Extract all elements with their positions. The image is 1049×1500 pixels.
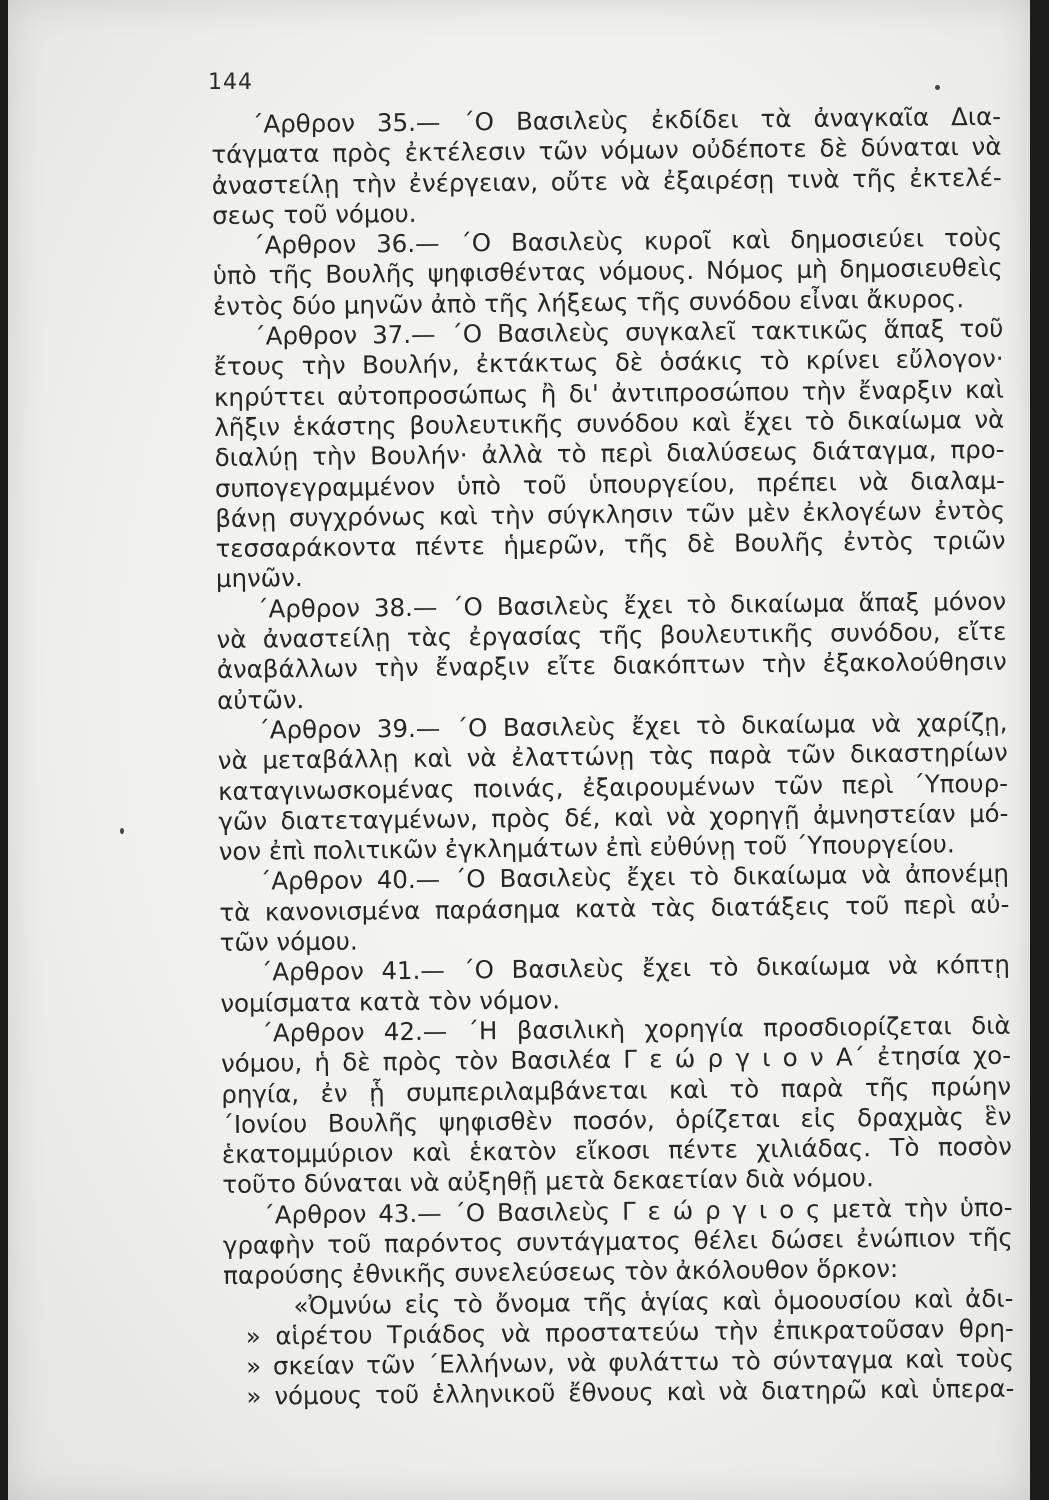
text-line: ἐντὸς δύο μηνῶν ἀπὸ τῆς λήξεως τῆς συνόδου εἶναι ἄκυρος. bbox=[212, 283, 965, 321]
text-line: λῆξιν ἑκάστης βουλευτικῆς συνόδου καὶ ἔχει τὸ δικαίωμα νὰ bbox=[214, 404, 1005, 442]
text-line: τῶν νόμου. bbox=[219, 926, 358, 957]
text-line: » νόμους τοῦ ἑλληνικοῦ ἔθνους καὶ νὰ διατηρῶ καὶ ὑπερα- bbox=[246, 1374, 1015, 1412]
text-line: ἑκατομμύριον καὶ ἑκατὸν εἴκοσι πέντε χιλιάδας. Τὸ ποσὸν bbox=[221, 1131, 1013, 1170]
text-line: » σκείαν τῶν ΄Ελλήνων, νὰ φυλάττω τὸ σύνταγμα καὶ τοὺς bbox=[246, 1343, 1015, 1381]
text-line: ΄Αρθρον 43.— ΄Ο Βασιλεὺς Γ ε ώ ρ γ ι ο ς μετὰ τὴν ὑπο- bbox=[262, 1192, 1013, 1230]
text-line: γραφὴν τοῦ παρόντος συντάγματος θέλει δώσει ἐνώπιον τῆς bbox=[222, 1222, 1013, 1260]
text-line: » αἱρέτου Τριάδος νὰ προστατεύω τὴν ἐπικρατοῦσαν θρη- bbox=[245, 1313, 1014, 1351]
text-line: διαλύῃ τὴν Βουλήν· ἀλλὰ τὸ περὶ διαλύσεως διάταγμα, προ- bbox=[214, 434, 1005, 473]
text-line: «Ὀμνύω εἰς τὸ ὄνομα τῆς ἁγίας καὶ ὁμοουσίου καὶ ἀδι- bbox=[293, 1283, 1014, 1320]
text-line: τὰ κανονισμένα παράσημα κατὰ τὰς διατάξεις τοῦ περὶ αὐ- bbox=[219, 889, 1010, 927]
text-line: ΄Αρθρον 42.— ΄Η βασιλικὴ χορηγία προσδιορίζεται διὰ bbox=[260, 1010, 1011, 1048]
text-line: ὑπὸ τῆς Βουλῆς ψηφισθέντας νόμους. Νόμος μὴ δημοσιευθεὶς bbox=[212, 253, 1003, 291]
text-line: ΄Αρθρον 38.— ΄Ο Βασιλεὺς ἔχει τὸ δικαίωμα ἅπαξ μόνον bbox=[256, 586, 1007, 624]
text-line: νὰ ἀναστείλῃ τὰς ἐργασίας τῆς βουλευτικῆς συνόδου, εἴτε bbox=[216, 616, 1007, 655]
text-line: ἀναβάλλων τὴν ἔναρξιν εἴτε διακόπτων τὴν ἐξακολούθησιν bbox=[216, 647, 1007, 685]
text-line: τάγματα πρὸς ἐκτέλεσιν τῶν νόμων οὐδέποτε δὲ δύναται νὰ bbox=[211, 132, 1002, 170]
text-line: νομίσματα κατὰ τὸν νόμον. bbox=[220, 985, 561, 1018]
text-line: νον ἐπὶ πολιτικῶν ἐγκλημάτων ἐπὶ εὐθύνῃ τοῦ ΄Υπουργείου. bbox=[218, 829, 955, 867]
text-line: παρούσης ἐθνικῆς συνελεύσεως τὸν ἀκόλουθον ὅρκον: bbox=[223, 1254, 899, 1291]
margin-speck bbox=[120, 828, 124, 834]
text-line: ΄Αρθρον 39.— ΄Ο Βασιλεὺς ἔχει τὸ δικαίωμα νὰ χαρίζῃ, bbox=[257, 707, 1008, 745]
text-line: νόμου, ἡ δὲ πρὸς τὸν Βασιλέα Γ ε ώ ρ γ ι ο ν Α΄ ἐτησία χο- bbox=[220, 1040, 1012, 1079]
text-line: ἔτους τὴν Βουλήν, ἐκτάκτως δὲ ὁσάκις τὸ κρίνει εὔλογον· bbox=[213, 344, 1004, 382]
text-line: βάνῃ συγχρόνως καὶ τὴν σύγκλησιν τῶν μὲν ἐκλογέων ἐντὸς bbox=[215, 495, 1006, 533]
text-line: ΄Αρθρον 36.— ΄Ο Βασιλεὺς κυροῖ καὶ δημοσιεύει τοὺς bbox=[252, 222, 1003, 260]
margin-speck bbox=[935, 85, 940, 90]
text-line: μηνῶν. bbox=[215, 563, 303, 594]
book-page bbox=[8, 0, 1030, 1500]
text-line: γῶν διατεταγμένων, πρὸς δέ, καὶ νὰ χορηγῇ ἀμνηστείαν μό- bbox=[218, 798, 1009, 836]
text-line: σεως τοῦ νόμου. bbox=[211, 198, 417, 230]
text-line: τεσσαράκοντα πέντε ἡμερῶν, τῆς δὲ Βουλῆς ἐντὸς τριῶν bbox=[215, 525, 1006, 564]
text-line: αὐτῶν. bbox=[217, 684, 305, 715]
text-line: ΄Αρθρον 37.— ΄Ο Βασιλεὺς συγκαλεῖ τακτικῶς ἅπαξ τοῦ bbox=[253, 313, 1004, 351]
text-line: ΄Αρθρον 40.— ΄Ο Βασιλεὺς ἔχει τὸ δικαίωμα νὰ ἀπονέμῃ bbox=[258, 859, 1010, 896]
text-line: καταγινωσκομένας ποινάς, ἐξαιρουμένων τῶν περὶ ΄Υπουρ- bbox=[217, 768, 1009, 806]
text-line: κηρύττει αὐτοπροσώπως ἢ δι' ἀντιπροσώπου τὴν ἔναρξιν καὶ bbox=[213, 374, 1005, 412]
text-line: νὰ μεταβάλλῃ καὶ νὰ ἐλαττώνῃ τὰς παρὰ τῶν δικαστηρίων bbox=[217, 737, 1008, 776]
text-line: ρηγία, ἐν ᾗ συμπεριλαμβάνεται καὶ τὸ παρὰ τῆς πρώην bbox=[221, 1071, 1012, 1109]
text-line: συπογεγραμμένον ὑπὸ τοῦ ὑπουργείου, πρέπει νὰ διαλαμ- bbox=[214, 465, 1005, 503]
page-number: 144 bbox=[208, 70, 253, 95]
text-line: τοῦτο δύναται νὰ αὐξηθῇ μετὰ δεκαετίαν διὰ νόμου. bbox=[222, 1163, 874, 1200]
text-line: ἀναστείλῃ τὴν ἐνέργειαν, οὔτε νὰ ἐξαιρέσῃ τινὰ τῆς ἐκτελέ- bbox=[211, 162, 1002, 200]
text-line: ΄Αρθρον 35.— ΄Ο Βασιλεὺς ἐκδίδει τὰ ἀναγκαῖα Δια- bbox=[250, 101, 1002, 139]
text-line: ΄Ιονίου Βουλῆς ψηφισθὲν ποσόν, ὁρίζεται εἰς δραχμὰς ἓν bbox=[221, 1101, 1012, 1139]
page-text bbox=[211, 102, 1015, 1413]
text-line: ΄Αρθρον 41.— ΄Ο Βασιλεὺς ἔχει τὸ δικαίωμα νὰ κόπτῃ bbox=[259, 949, 1011, 987]
